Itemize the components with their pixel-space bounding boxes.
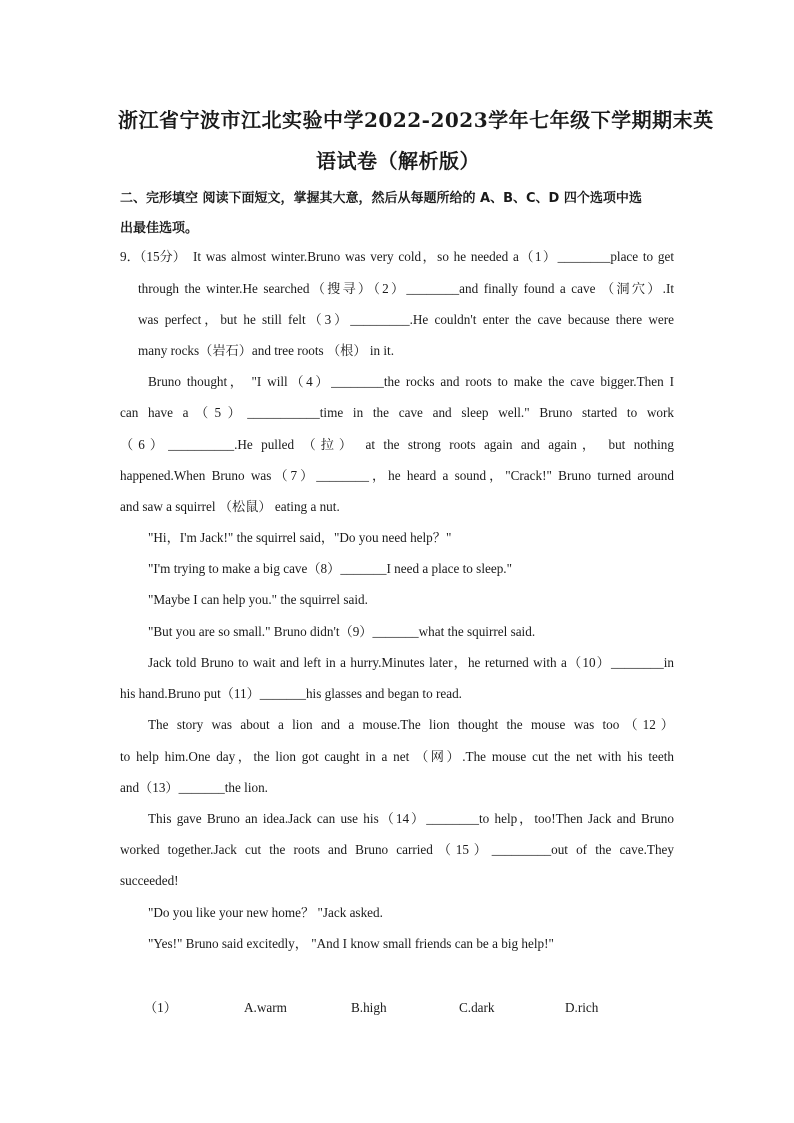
passage-line: It was almost winter.Bruno was very cold，so he needed a（1）________place to get bbox=[193, 249, 674, 264]
option-a[interactable]: A.warm bbox=[244, 1000, 287, 1015]
passage-line: Jack told Bruno to wait and left in a hurry.Minutes later，he returned with a（10）________in bbox=[148, 655, 674, 670]
passage-line: "But you are so small." Bruno didn't（9）_______what the squirrel said. bbox=[148, 624, 536, 639]
passage-line: his hand.Bruno put（11）_______his glasses and began to read. bbox=[120, 686, 462, 701]
passage-line: Bruno thought， "I will（4）________the rocks and roots to make the cave bigger.Then I bbox=[148, 374, 674, 389]
passage-line: many rocks（岩石）and tree roots （根） in it. bbox=[138, 343, 395, 358]
question-number-label: 9．（15分） bbox=[120, 249, 186, 264]
passage-line: to help him.One day，the lion got caught in a net （网）.The mouse cut the net with his teeth bbox=[120, 749, 674, 764]
passage-line: and saw a squirrel （松鼠） eating a nut. bbox=[120, 499, 340, 514]
page-title-line-2: 语试卷（解析版） bbox=[316, 149, 480, 173]
option-d[interactable]: D.rich bbox=[565, 1000, 599, 1015]
section-instruction-line-1: 二、完形填空 阅读下面短文，掌握其大意，然后从每题所给的 A、B、C、D 四个选项中选 bbox=[120, 191, 642, 206]
passage-line: "Yes!" Bruno said excitedly， "And I know small friends can be a big help!" bbox=[148, 936, 554, 951]
passage-line: "Do you like your new home？ "Jack asked. bbox=[148, 905, 383, 920]
passage-line: This gave Bruno an idea.Jack can use his（14）________to help，too!Then Jack and Bruno bbox=[148, 811, 674, 826]
passage-line: through the winter.He searched（搜寻）（2）________and finally found a cave （洞穴）.It bbox=[138, 281, 674, 296]
passage-line: "Maybe I can help you." the squirrel said. bbox=[148, 592, 368, 607]
section-instruction-line-2: 出最佳选项。 bbox=[120, 221, 199, 236]
option-b[interactable]: B.high bbox=[351, 1000, 387, 1015]
passage-line: succeeded! bbox=[120, 873, 179, 888]
question-1-number: （1） bbox=[144, 1000, 177, 1015]
passage-line: can have a（5）___________time in the cave and sleep well." Bruno started to work bbox=[120, 405, 674, 420]
passage-line: worked together.Jack cut the roots and Bruno carried（15）_________out of the cave.They bbox=[120, 842, 674, 857]
option-c[interactable]: C.dark bbox=[459, 1000, 495, 1015]
passage-line: The story was about a lion and a mouse.The lion thought the mouse was too（12） bbox=[148, 717, 674, 732]
passage-line: and（13）_______the lion. bbox=[120, 780, 268, 795]
passage-line: "Hi，I'm Jack!" the squirrel said，"Do you need help？" bbox=[148, 530, 452, 545]
passage-line: （6）__________.He pulled （拉） at the strong roots again and again， but nothing bbox=[120, 437, 674, 452]
passage-line: "I'm trying to make a big cave（8）_______I need a place to sleep." bbox=[148, 561, 512, 576]
page-title-line-1: 浙江省宁波市江北实验中学2022-2023学年七年级下学期期末英 bbox=[118, 108, 714, 132]
passage-line: was perfect，but he still felt（3）_________.He couldn't enter the cave because there were bbox=[138, 312, 674, 327]
passage-line: happened.When Bruno was（7）________，he heard a sound，"Crack!" Bruno turned around bbox=[120, 468, 674, 483]
